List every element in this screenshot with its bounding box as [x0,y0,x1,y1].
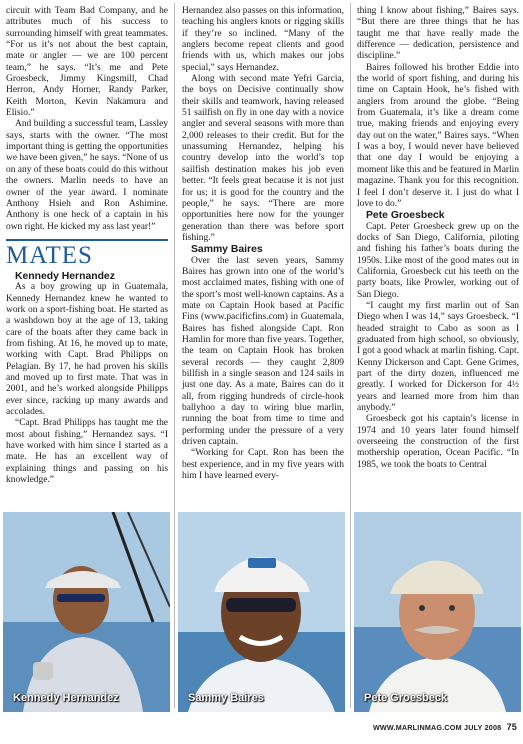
section-title: MATES [6,239,168,269]
portrait-visor-sunglasses-icon [3,512,170,712]
body-paragraph: “Capt. Brad Philipps has taught me the most about fishing,” Hernandez says. “I have worked with him since I started as a mate. He has an excellent way of explaining things and passing on his knowledge.” [6,418,168,486]
body-paragraph: As a boy growing up in Guatemala, Kennedy Hernandez knew he wanted to work on a sport-fishing boat. He started as a washdown boy at the age of 13, taking care of the boats after they came back in from fishing. At 16, he moved up to mate, working with Capt. Brad Philipps on Pelagian. By 17, he had proven his skills and moved up to first mate. That was in 2001, and he’s worked alongside Philipps ever since, racking up many awards and accolades. [6,282,168,417]
photo-caption: Sammy Baires [188,692,264,704]
body-paragraph: “I caught my first marlin out of San Diego when I was 14,” says Groesbeck. “I headed straight to Cabo as soon as I graduated from high school, so obviously, I got a good whack at marlin fishing. Capt. Kenny Dickerson and Capt. Gene Grimes, part of the dirty dozen, influenced me greatly. I worked for Dickerson for 4½ years and learned more from him than anybody.” [357,300,519,414]
column-3 [357,6,519,471]
subhead-pete-groesbeck: Pete Groesbeck [366,210,445,222]
body-paragraph: Hernandez also passes on this information, teaching his anglers knots or rigging skills if they’re so inclined. “Many of the anglers become repeat clients and good friends with us, which makes our jobs special,” says Hernandez. [182,6,344,73]
body-paragraph: thing I know about fishing,” Baires says. “But there are three things that he has taught me that have really made the difference — dedication, persistence and discipline.” [357,6,519,62]
portrait-cap-sunglasses-icon [178,512,345,712]
portrait-cap-mustache-icon [354,512,521,712]
column-1 [6,6,168,486]
body-paragraph: Along with second mate Yefri Garcia, the boys on Decisive continually show their skills and teamwork, having released 51 sailfish on fly in one day with a novice angler and several seasons with more than 2,000 releases to their credit. But for the unassuming Hernandez, helping his country develop into the world’s top sailfish destination makes his job even better. “It feels great because it is not just for us; it is good for the country and the people,” he says. “There are more opportunities here now for the younger generation than there was before sport fishing.” [182,74,344,243]
footer-site: WWW.MARLINMAG.COM [372,723,462,732]
page-number: 75 [506,722,517,732]
page-footer [373,722,517,732]
photo-kennedy-hernandez [3,512,170,712]
subhead-kennedy-hernandez: Kennedy Hernandez [15,270,115,282]
footer-date: JULY 2008 [464,723,502,732]
photo-pete-groesbeck [354,512,521,712]
body-paragraph: Groesbeck got his captain’s license in 1974 and 10 years later found himself overseeing the construction of the first mothership operation, Ocean Pacific. “In 1985, we took the boats to Central [357,414,519,470]
subhead-sammy-baires: Sammy Baires [191,244,263,256]
body-paragraph: Baires followed his brother Eddie into the world of sport fishing, and during his time on Captain Hook, he’s fished with anglers from around the globe. “Being from Guatemala, it’s like a dream come true, making friends and enjoying every day out on the water,” Baires says. “When I was a boy, I would never have believed that one day I would be enjoying a moment like this and be featured in Marlin magazine. Thank you for this recognition. I feel I don’t deserve it. I just do what I love to do.” [357,62,519,209]
body-paragraph: circuit with Team Bad Company, and he attributes much of his success to surrounding himself with great teammates. “For us it’s not about the best captain, mate or angler — we are 100 percent team,” he says. “It’s me and Pete Groesbeck, Jimmy Kingsmill, Chad Herron, Andy Horner, Randy Parker, Keith Morton, Kevin Nakamura and Elisio.” [6,6,168,119]
body-paragraph: “Working for Capt. Ron has been the best experience, and in my five years with him I have learned every- [182,448,344,482]
column-rule [350,3,351,708]
column-rule [174,3,175,708]
column-2 [182,6,344,482]
body-paragraph: Capt. Peter Groesbeck grew up on the docks of San Diego, California, piloting and fishing his father’s boats during the 1950s. Like most of the good mates out in California, Groesbeck cut his teeth on the party boats, like Prowler, working out of San Diego. [357,221,519,300]
photo-sammy-baires [178,512,345,712]
photo-caption: Kennedy Hernandez [13,692,119,704]
photo-caption: Pete Groesbeck [364,692,448,704]
body-paragraph: Over the last seven years, Sammy Baires has grown into one of the world’s most acclaimed mates, fishing with one of the sport’s most well-known captains. As a mate on Captain Hook based at Pacific Fins (www.pacificfins.com) in Guatemala, Baires has fished alongside Capt. Ron Hamlin for more than five years. Together, the team on Captain Hook has broken several records — they caught 2,809 billfish in a single season and 124 sails in just one day. As a mate, Baires can do it all, from rigging hundreds of circle-hook ballyhoo a day to wiring blue marlin, running the boat from time to time and performing under the pressure of a very driven captain. [182,255,344,448]
body-paragraph: And building a successful team, Lassley says, starts with the owner. “The most important thing is getting the opportunities we have been given,” he says. “None of us on any of these boats could do this without the owners. Marlin needs to have an owner of the year award. I nominate Anthony Hsieh and Ron Ashimine. Anthony is one heck of a captain in his own right. He kicked my ass last year!” [6,119,168,232]
